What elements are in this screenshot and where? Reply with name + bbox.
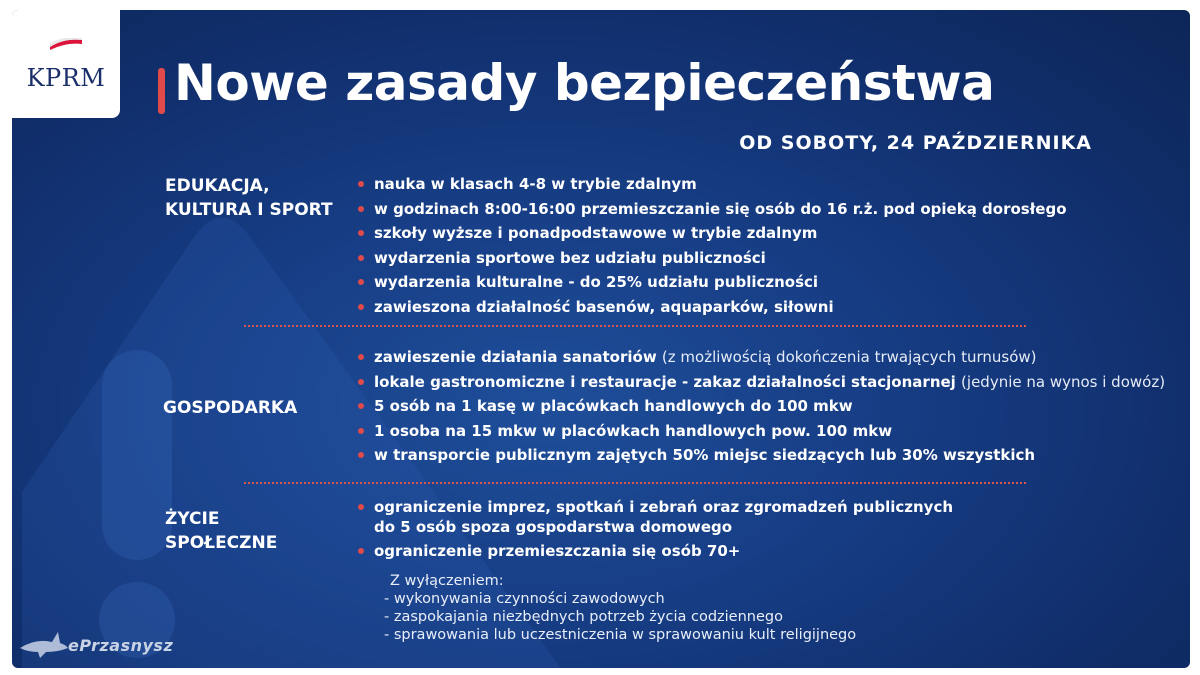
item-text: zawieszenie działania sanatoriów bbox=[374, 348, 657, 366]
list-item bbox=[358, 443, 1165, 468]
item-text: wydarzenia kulturalne - do 25% udziału publiczności bbox=[374, 273, 819, 292]
bullet-icon bbox=[358, 304, 364, 310]
section-label-line: EDUKACJA, bbox=[165, 176, 270, 196]
section-label-line: GOSPODARKA bbox=[163, 398, 298, 418]
polish-flag-icon bbox=[48, 38, 84, 54]
section-label-education bbox=[165, 174, 333, 222]
bullet-icon bbox=[358, 548, 364, 554]
list-item bbox=[358, 197, 1067, 222]
list-item bbox=[358, 345, 1165, 370]
shark-icon bbox=[18, 630, 70, 660]
list-item bbox=[358, 539, 953, 564]
watermark-text: ePrzasnysz bbox=[68, 636, 174, 655]
list-item bbox=[358, 295, 1067, 320]
section-label-economy bbox=[163, 396, 297, 420]
item-text: zawieszona działalność basenów, aquaparków, siłowni bbox=[374, 297, 834, 316]
section-divider bbox=[244, 482, 1026, 484]
section-divider bbox=[244, 325, 1026, 327]
list-item bbox=[358, 246, 1067, 271]
watermark bbox=[18, 628, 174, 662]
section-list-economy bbox=[358, 345, 1165, 468]
list-item-continuation bbox=[358, 515, 953, 540]
list-item bbox=[358, 172, 1067, 197]
page-title: Nowe zasady bezpieczeństwa bbox=[174, 54, 995, 112]
item-text: szkoły wyższe i ponadpodstawowe w trybie zdalnym bbox=[374, 224, 818, 243]
item-text: 1 osoba na 15 mkw w placówkach handlowych pow. 100 mkw bbox=[374, 421, 893, 440]
kprm-logo bbox=[12, 10, 120, 118]
item-text: do 5 osób spoza gospodarstwa domowego bbox=[374, 517, 733, 536]
infographic-panel bbox=[12, 10, 1190, 668]
section-label-line: SPOŁECZNE bbox=[165, 533, 278, 553]
section-label-line: ŻYCIE bbox=[165, 509, 220, 529]
exception-item: - zaspokajania niezbędnych potrzeb życia codziennego bbox=[384, 609, 783, 625]
item-text: ograniczenie imprez, spotkań i zebrań oraz zgromadzeń publicznych bbox=[374, 498, 954, 516]
list-item bbox=[358, 221, 1067, 246]
bullet-icon bbox=[358, 206, 364, 212]
section-list-education bbox=[358, 172, 1067, 320]
item-note: (jedynie na wynos i dowóz) bbox=[961, 372, 1166, 391]
item-text: wydarzenia sportowe bez udziału publiczności bbox=[374, 248, 766, 267]
logo-text: KPRM bbox=[26, 64, 106, 92]
exception-item: - sprawowania lub uczestniczenia w sprawowaniu kult religijnego bbox=[384, 627, 857, 643]
item-text: 5 osób na 1 kasę w placówkach handlowych do 100 mkw bbox=[374, 397, 853, 416]
bullet-icon bbox=[358, 279, 364, 285]
bullet-icon bbox=[358, 230, 364, 236]
bullet-icon bbox=[358, 255, 364, 261]
exception-item: - wykonywania czynności zawodowych bbox=[384, 591, 665, 607]
bullet-icon bbox=[358, 428, 364, 434]
item-text: ograniczenie przemieszczania się osób 70+ bbox=[374, 542, 741, 561]
bullet-icon bbox=[358, 181, 364, 187]
bullet-icon bbox=[358, 504, 364, 510]
list-item bbox=[358, 270, 1067, 295]
section-list-social-life bbox=[358, 495, 953, 564]
bullet-icon bbox=[358, 354, 364, 360]
bullet-icon bbox=[358, 403, 364, 409]
exceptions-list bbox=[384, 572, 856, 644]
page-subtitle: OD SOBOTY, 24 PAŹDZIERNIKA bbox=[739, 132, 1092, 154]
list-item bbox=[358, 394, 1165, 419]
exceptions-header: Z wyłączeniem: bbox=[390, 573, 504, 589]
item-text: nauka w klasach 4-8 w trybie zdalnym bbox=[374, 175, 697, 193]
item-text: lokale gastronomiczne i restauracje - zakaz działalności stacjonarnej bbox=[374, 372, 956, 391]
section-label-social-life bbox=[165, 507, 277, 555]
section-label-line: KULTURA I SPORT bbox=[165, 200, 333, 220]
item-note: (z możliwością dokończenia trwających turnusów) bbox=[661, 348, 1037, 366]
item-text: w transporcie publicznym zajętych 50% miejsc siedzących lub 30% wszystkich bbox=[374, 446, 1036, 465]
list-item bbox=[358, 419, 1165, 444]
bullet-icon bbox=[358, 452, 364, 458]
bullet-icon bbox=[358, 379, 364, 385]
list-item bbox=[358, 370, 1165, 395]
title-accent-bar bbox=[158, 68, 165, 114]
item-text: w godzinach 8:00-16:00 przemieszczanie się osób do 16 r.ż. pod opieką dorosłego bbox=[374, 199, 1067, 218]
